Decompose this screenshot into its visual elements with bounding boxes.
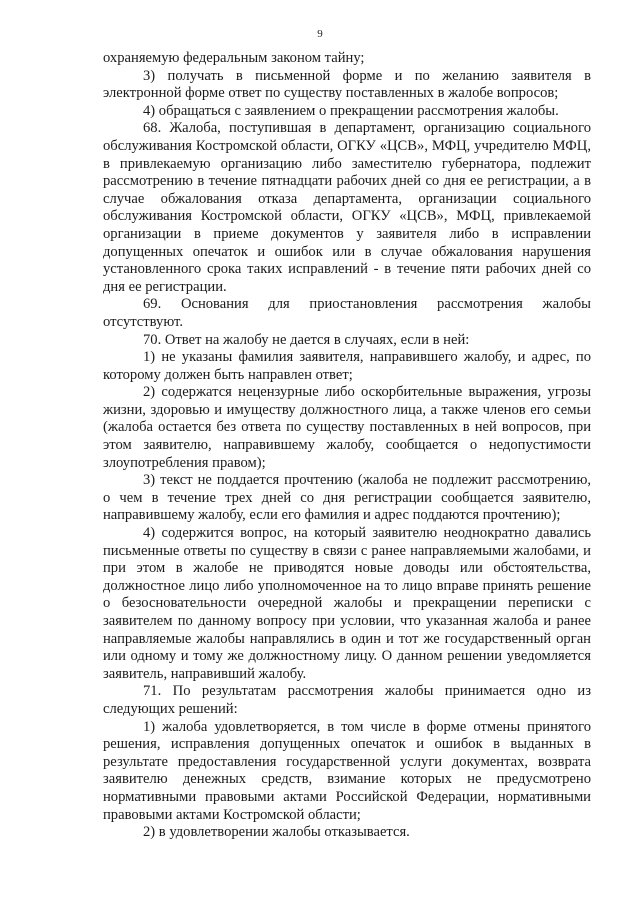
- paragraph-71-item-2: 2) в удовлетворении жалобы отказывается.: [143, 824, 410, 841]
- paragraph-68: 68. Жалоба, поступившая в департамент, организацию социального обслуживания Костромской области, ОГКУ «ЦСВ», МФЦ, учредителю МФЦ, в привлекаемую организацию либо заместителю губернатора, подлежит рассмотрению в течение пятнадцати рабочих дней со дня ее регистрации, а в случае обжалования отказа департамента, организации социального обслуживания Костромской области, ОГКУ «ЦСВ», МФЦ, привлекаемой организации в приеме документов у заявителя либо в исправлении допущенных опечаток и ошибок или в случае обжалования нарушения установленного срока таких исправлений - в течение пяти рабочих дней со дня ее регистрации.: [103, 120, 591, 295]
- paragraph-69: 69. Основания для приостановления рассмотрения жалобы отсутствуют.: [103, 296, 591, 330]
- document-body: [103, 50, 591, 842]
- paragraph-right-3: 3) получать в письменной форме и по желанию заявителя в электронной форме ответ по существу поставленных в жалобе вопросов;: [103, 67, 591, 102]
- page-number: 9: [317, 28, 323, 40]
- paragraph-70-item-2: 2) содержатся нецензурные либо оскорбительные выражения, угрозы жизни, здоровью и имуществу должностного лица, а также членов его семьи (жалоба остается без ответа по существу поставленных в ней вопросов, при этом заявителю, направившему жалобу, сообщается о недопустимости злоупотребления правом);: [103, 384, 591, 471]
- paragraph-right-4: 4) обращаться с заявлением о прекращении рассмотрения жалобы.: [143, 102, 559, 119]
- paragraph-70-item-3: 3) текст не поддается прочтению (жалоба не подлежит рассмотрению, о чем в течение трех дней со дня регистрации сообщается заявителю, направившему жалобу, если его фамилия и адрес поддаются прочтению);: [103, 472, 591, 524]
- paragraph-70-item-1: 1) не указаны фамилия заявителя, направившего жалобу, и адрес, по которому должен быть направлен ответ;: [103, 349, 591, 383]
- paragraph-continuation: охраняемую федеральным законом тайну;: [103, 50, 365, 66]
- paragraph-71: 71. По результатам рассмотрения жалобы принимается одно из следующих решений:: [103, 683, 591, 717]
- paragraph-71-item-1: 1) жалоба удовлетворяется, в том числе в форме отмены принятого решения, исправления допущенных опечаток и ошибок в выданных в результате предоставления государственной услуги документах, возврата заявителю денежных средств, взимание которых не предусмотрено нормативными правовыми актами Российской Федерации, нормативными правовыми актами Костромской области;: [103, 718, 591, 823]
- paragraph-70: 70. Ответ на жалобу не дается в случаях, если в ней:: [143, 331, 470, 348]
- paragraph-70-item-4: 4) содержится вопрос, на который заявителю неоднократно давались письменные ответы по существу в связи с ранее направляемыми жалобами, и при этом в жалобе не приводятся новые доводы или обстоятельства, должностное лицо либо уполномоченное на то лицо вправе принять решение о безосновательности очередной жалобы и прекращении переписки с заявителем по данному вопросу при условии, что указанная жалоба и ранее направляемые жалобы направлялись в один и тот же государственный орган или одному и тому же должностному лицу. О данном решении уведомляется заявитель, направивший жалобу.: [103, 525, 591, 682]
